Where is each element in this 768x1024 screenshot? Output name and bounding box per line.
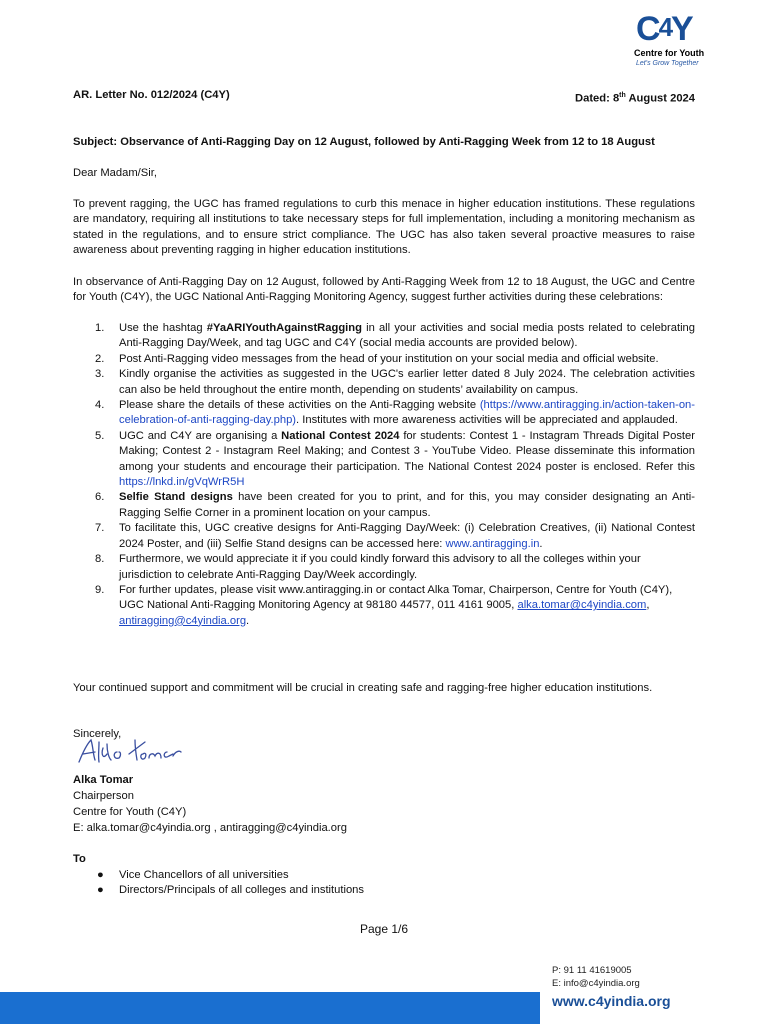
recipient-list [73, 868, 695, 899]
closing: Sincerely, [73, 728, 122, 740]
list-item: 5. UGC and C4Y are organising a National Contest 2024 for students: Contest 1 - Instagram Threads Digital Poster Making; Contest 2 - Instagram Reel Making; and Contest 3 - YouTube Video. Please disseminate this information among your students and encourage their participation. The National Contest 2024 poster is enclosed. Refer this https://lnkd.in/gVqWrR5H [95, 429, 695, 489]
signer-title: Chairperson [73, 790, 134, 802]
list-item: 6. Selfie Stand designs have been created for you to print, and for this, you may consider designating an Anti-Ragging Selfie Corner in a prominent location on your campus. [95, 491, 695, 519]
celebration-link[interactable]: (https://www.antiragging.in/action-taken-on-celebration-of-anti-ragging-day.php) [119, 399, 695, 427]
letter-number: AR. Letter No. 012/2024 (C4Y) [73, 89, 230, 101]
list-item: ● Vice Chancellors of all universities [97, 869, 289, 881]
contest-link[interactable]: https://lnkd.in/gVqWrR5H [119, 476, 245, 489]
logo-mark: C4Y [636, 10, 692, 48]
hashtag: #YaARIYouthAgainstRagging [206, 322, 362, 334]
footer-phone: P: 91 11 41619005 [552, 965, 632, 976]
list-item: 3. Kindly organise the activities as suggested in the UGC's earlier letter dated 8 July 2024. The celebration activities can also be held throughout the entire month, depending on students’ availability on campus. [95, 368, 695, 396]
logo-tagline: Let's Grow Together [636, 60, 699, 67]
footer-bar [0, 992, 540, 1024]
list-item: ● Directors/Principals of all colleges and institutions [97, 884, 364, 897]
paragraph-observance: In observance of Anti-Ragging Day on 12 August, followed by Anti-Ragging Week from 12 to 18 August, the UGC and Centre for Youth (C4Y), the UGC National Anti-Ragging Monitoring Agency, suggest further activities during these celebrations: [73, 276, 695, 304]
footer-website[interactable]: www.c4yindia.org [552, 993, 671, 1009]
footer-contact [552, 964, 640, 990]
list-item: 8. Furthermore, we would appreciate it if you could kindly forward this advisory to all the colleges within your jurisdiction to celebrate Anti-Ragging Day/Week accordingly. [95, 553, 641, 581]
email-link-antiragging[interactable]: antiragging@c4yindia.org [119, 614, 247, 627]
paragraph-support: Your continued support and commitment will be crucial in creating safe and ragging-free higher education institutions. [73, 682, 653, 694]
letter-date: Dated: 8th August 2024 [575, 92, 695, 105]
signer-name: Alka Tomar [73, 774, 134, 786]
salutation: Dear Madam/Sir, [73, 167, 157, 179]
page-number: Page 1/6 [359, 922, 409, 936]
subject: Subject: Observance of Anti-Ragging Day on 12 August, followed by Anti-Ragging Week from 12 to 18 August [73, 136, 655, 148]
signer-org: Centre for Youth (C4Y) [73, 806, 187, 818]
list-item: 1. Use the hashtag #YaARIYouthAgainstRagging in all your activities and social media posts related to celebrating Anti-Ragging Day/Week, and tag UGC and C4Y (social media accounts are provided below). [95, 322, 696, 350]
list-item: 4. Please share the details of these activities on the Anti-Ragging website (https://www.antiragging.in/action-taken-on-celebration-of-anti-ragging-day.php). Institutes with more awareness activities will be appreciated and applauded. [95, 399, 695, 427]
list-item: 2. Post Anti-Ragging video messages from the head of your institution on your social media and official website. [95, 352, 659, 365]
email-link-alka[interactable]: alka.tomar@c4yindia.com [517, 599, 647, 612]
logo-name: Centre for Youth [634, 48, 705, 58]
antiragging-link[interactable]: www.antiragging.in [445, 537, 540, 550]
signer-email: E: alka.tomar@c4yindia.org , antiragging@c4yindia.org [73, 822, 347, 834]
to-label: To [73, 853, 86, 865]
signature-image [73, 734, 193, 768]
list-item: 9. For further updates, please visit www.antiragging.in or contact Alka Tomar, Chairperson, Centre for Youth (C4Y), UGC National Anti-Ragging Monitoring Agency at 98180 44577, 011 4161 9005, alka.tomar@c4yindia.com, antiragging@c4yindia.org. [95, 583, 673, 627]
paragraph-intro: To prevent ragging, the UGC has framed regulations to curb this menace in higher education institutions. These regulations are mandatory, requiring all institutions to take necessary steps for full implementation, including a monitoring mechanism as stated in the regulations, and to ensure strict compliance. The UGC has also taken several proactive measures to raise awareness about preventing ragging in higher education institutions. [73, 198, 695, 257]
activity-list [73, 321, 695, 629]
footer-email: E: info@c4yindia.org [552, 978, 640, 989]
list-item: 7. To facilitate this, UGC creative designs for Anti-Ragging Day/Week: (i) Celebration Creatives, (ii) National Contest 2024 Poster, and (iii) Selfie Stand designs can be accessed here: www.antiragging.in. [95, 522, 695, 550]
c4y-logo [622, 12, 710, 72]
